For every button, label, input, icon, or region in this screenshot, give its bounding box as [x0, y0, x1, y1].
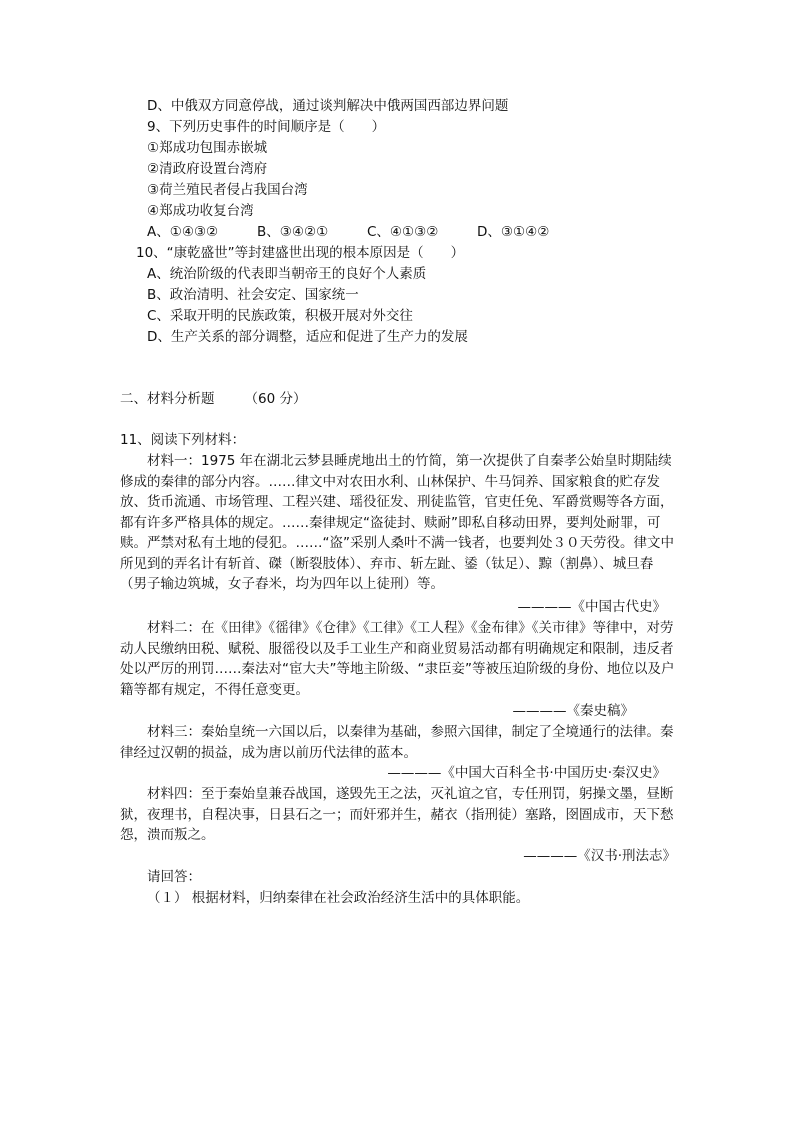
q11-intro: 11、阅读下列材料： — [120, 432, 246, 448]
q9-item-3: ③荷兰殖民者侵占我国台湾 — [147, 182, 308, 198]
q10-option-c: C、采取开明的民族政策，积极开展对外交往 — [147, 308, 413, 324]
q10-option-d: D、生产关系的部分调整，适应和促进了生产力的发展 — [147, 329, 468, 345]
q9-options — [147, 222, 549, 242]
material-1: 材料一：1975 年在湖北云梦县睡虎地出土的竹简，第一次提供了自秦孝公始皇时期陆续修成的秦律的部分内容。……律文中对农田水利、山林保护、牛马饲养、国家粮食的贮存发放、货币流通、市场管理、工程兴建、瑶役征发、刑徒监管，官吏任免、军爵赏赐等各方面，都有许多严格具体的规定。……秦律规定“盗徒封、赎耐”即私自移动田界，要判处耐罪，可赎。严禁对私有土地的侵犯。……“盗”采别人桑叶不满一钱者，也要判处３０天劳役。律文中所见到的弄名计有斩首、磔（断裂肢体）、弃市、斩左趾、鋈（钛足）、黥（割鼻）、城旦舂（男子输边筑城，女子舂米，均为四年以上徒刑）等。 — [120, 453, 674, 592]
q10-option-a: A、统治阶级的代表即当朝帝王的良好个人素质 — [147, 266, 427, 282]
q8-option-d: D、中俄双方同意停战，通过谈判解决中俄两国西部边界问题 — [147, 98, 509, 114]
q9-option-a: A、①④③② — [147, 224, 219, 240]
material-2-source: ————《秦史稿》 — [512, 703, 634, 719]
material-4-source: ————《汉书·刑法志》 — [523, 848, 676, 864]
section-title: 二、材料分析题 — [120, 391, 215, 407]
material-3-source: ————《中国大百科全书·中国历史·秦汉史》 — [387, 765, 666, 781]
q10-option-b: B、政治清明、社会安定、国家统一 — [147, 287, 359, 303]
q9-stem: 9、下列历史事件的时间顺序是（ ） — [147, 119, 386, 135]
material-4: 材料四：至于秦始皇兼吞战国，遂毁先王之法，灭礼谊之官，专任刑罚，躬操文墨，昼断狱，夜理书，自程决事，日县石之一；而奸邪并生，赭衣（指刑徒）塞路，囹圄成市，天下愁怨，溃而叛之。 — [120, 786, 674, 843]
sub-question-1: （１） 根据材料，归纳秦律在社会政治经济生活中的具体职能。 — [147, 890, 530, 906]
section-heading — [120, 389, 306, 409]
q9-option-b: B、③④②① — [257, 224, 329, 240]
material-3: 材料三：秦始皇统一六国以后，以秦律为基础，参照六国律，制定了全境通行的法律。秦律经过汉朝的损益，成为唐以前历代法律的蓝本。 — [120, 724, 674, 761]
material-2: 材料二：在《田律》《徭律》《仓律》《工律》《工人程》《金布律》《关市律》等律中，对劳动人民缴纳田税、赋税、服徭役以及手工业生产和商业贸易活动都有明确规定和限制，违反者处以严厉的刑罚……秦法对“宦大夫”等地主阶级、“隶臣妾”等被压迫阶级的身份、地位以及户籍等都有规定，不得任意变更。 — [120, 620, 675, 698]
answer-prompt: 请回答： — [147, 869, 201, 885]
q9-item-4: ④郑成功收复台湾 — [147, 203, 254, 219]
q9-item-2: ②清政府设置台湾府 — [147, 161, 268, 177]
section-score: （60 分） — [244, 391, 307, 407]
q9-option-d: D、③①④② — [477, 224, 550, 240]
q10-stem: 10、“康乾盛世”等封建盛世出现的根本原因是（ ） — [136, 245, 465, 261]
material-1-source: ————《中国古代史》 — [517, 599, 666, 615]
q9-option-c: C、④①③② — [367, 224, 439, 240]
q9-item-1: ①郑成功包围赤嵌城 — [147, 140, 268, 156]
